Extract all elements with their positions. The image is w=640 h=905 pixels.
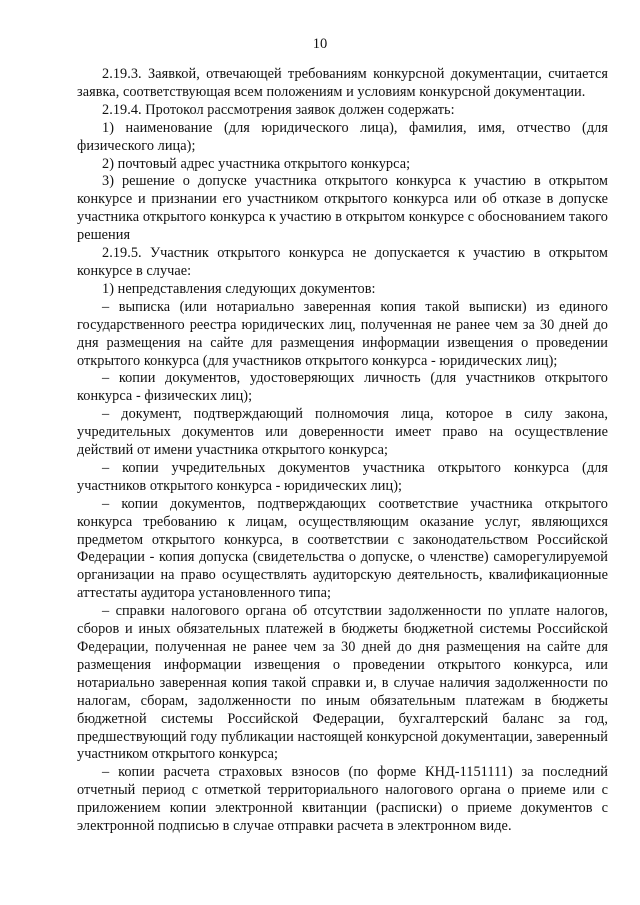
bullet-identity-documents: – копии документов, удостоверяющих личность (для участников открытого конкурса - физических лиц); — [77, 370, 608, 405]
paragraph-2-19-3: 2.19.3. Заявкой, отвечающей требованиям конкурсной документации, считается заявка, соответствующая всем положениям и условиям конкурсной документации. — [77, 66, 608, 100]
paragraph-2-19-5: 2.19.5. Участник открытого конкурса не допускается к участию в открытом конкурсе в случае: — [77, 245, 608, 279]
bullet-registry-extract: – выписка (или нотариально заверенная копия такой выписки) из единого государственного реестра юридических лиц, полученная не ранее чем за 30 дней до дня размещения на сайте для размещения информации извещения о проведении открытого конкурса (для участников открытого конкурса - юридических лиц); — [77, 298, 608, 369]
bullet-founding-documents: – копии учредительных документов участника открытого конкурса (для участников открытого конкурса - юридических лиц); — [77, 459, 608, 494]
bullet-insurance-calculation: – копии расчета страховых взносов (по форме КНД-1151111) за последний отчетный период с отметкой территориального налогового органа о приеме или с приложением копии электронной квитанции (расписки) о приеме документов с электронной подписью в случае отправки расчета в электронном виде. — [77, 764, 608, 835]
bullet-tax-certificate: – справки налогового органа об отсутствии задолженности по уплате налогов, сборов и иных обязательных платежей в бюджеты бюджетной системы Российской Федерации, полученная не ранее чем за 30 дней до дня размещения на сайте для размещения информации извещения о проведении открытого конкурса, или нотариально заверенная копия такой справки и, в случае наличия задолженности по налогам, сборам, задолженности по иным обязательным платежам в бюджеты бюджетной системы Российской Федерации, бухгалтерский баланс за год, предшествующий году публикации настоящей конкурсной документации, заверенный участником открытого конкурса; — [77, 603, 608, 763]
document-body — [77, 66, 608, 836]
list-item-name: 1) наименование (для юридического лица), фамилия, имя, отчество (для физического лица); — [77, 119, 608, 154]
page-number: 10 — [312, 36, 328, 52]
list-item-postal-address: 2) почтовый адрес участника открытого конкурса; — [102, 155, 411, 172]
bullet-authority-document: – документ, подтверждающий полномочия лица, которое в силу закона, учредительных документов или доверенности имеет право на осуществление действий от имени участника открытого конкурса; — [77, 406, 608, 459]
paragraph-2-19-4: 2.19.4. Протокол рассмотрения заявок должен содержать: — [102, 101, 455, 118]
list-item-missing-documents: 1) непредставления следующих документов: — [102, 280, 376, 297]
list-item-admission-decision: 3) решение о допуске участника открытого конкурса к участию в открытом конкурсе и признании его участником открытого конкурса или об отказе в допуске участника открытого конкурса к участию в открытом конкурсе с обоснованием такого решения — [77, 173, 608, 244]
bullet-compliance-documents: – копии документов, подтверждающих соответствие участника открытого конкурса требованию к лицам, осуществляющим оказание услуг, являющихся предметом открытого конкурса, в соответствии с законодательством Российской Федерации - копия допуска (свидетельства о допуске, о членстве) саморегулируемой организации на право осуществлять аудиторскую деятельность, квалификационные аттестаты аудитора установленного типа; — [77, 495, 608, 602]
